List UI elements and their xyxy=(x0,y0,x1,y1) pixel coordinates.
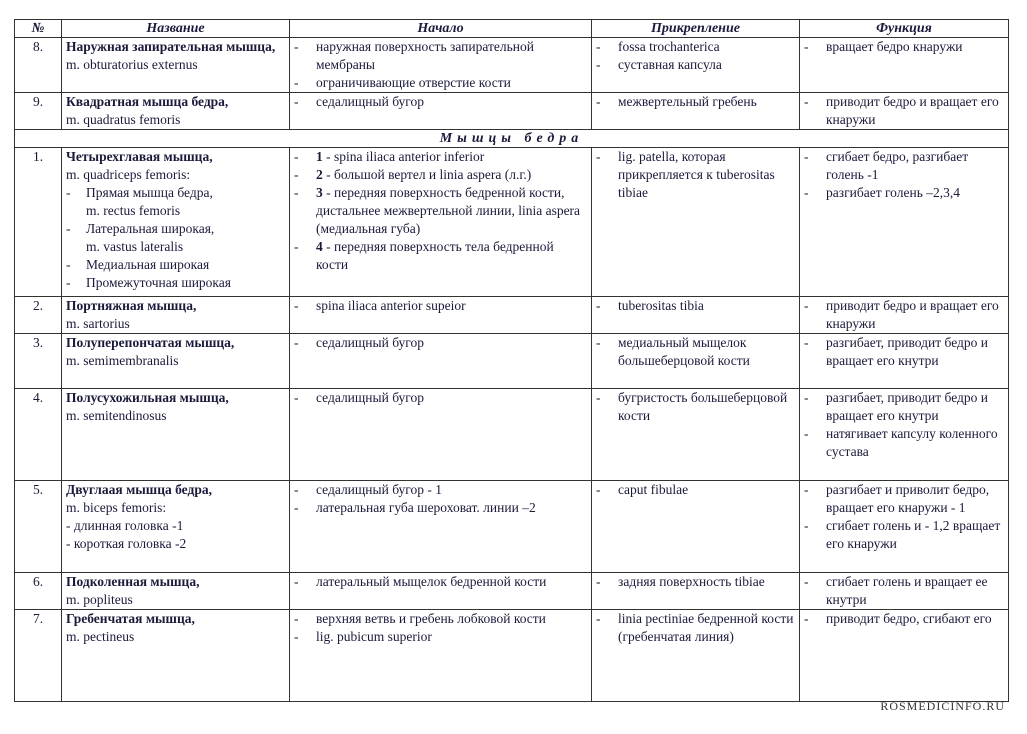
insertion-cell xyxy=(592,610,800,702)
table-row xyxy=(15,389,1009,481)
insertion-item xyxy=(596,389,795,425)
function-cell xyxy=(800,38,1009,93)
head-text xyxy=(86,184,213,220)
row-number: 1. xyxy=(15,148,62,297)
muscle-name: Гребенчатая мышца, xyxy=(66,611,195,626)
item-text: натягивает капсулу коленного сустава xyxy=(826,426,998,459)
item-text: spina iliaca anterior supeior xyxy=(316,298,466,313)
latin-name: m. quadriceps femoris: xyxy=(66,167,191,182)
item-text: латеральная губа шероховат. линии –2 xyxy=(316,500,536,515)
dash-marker: - xyxy=(66,185,71,200)
head-number: 2 xyxy=(316,167,323,182)
watermark: ROSMEDICINFO.RU xyxy=(880,699,1005,713)
muscle-name-cell xyxy=(62,481,290,573)
latin-name: m. popliteus xyxy=(66,592,133,607)
origin-item xyxy=(294,628,587,646)
muscle-name: Портняжная мышца, xyxy=(66,298,197,313)
insertion-cell xyxy=(592,148,800,297)
muscle-name-cell xyxy=(62,389,290,481)
item-text: сгибает голень и вращает ее кнутри xyxy=(826,574,988,607)
function-cell xyxy=(800,148,1009,297)
dash-marker: - xyxy=(294,611,299,626)
row-number: 2. xyxy=(15,297,62,334)
dash-marker: - xyxy=(804,335,809,350)
head-item xyxy=(66,274,285,292)
function-item xyxy=(804,38,1004,56)
dash-marker: - xyxy=(596,611,601,626)
function-cell xyxy=(800,297,1009,334)
dash-marker: - xyxy=(804,94,809,109)
dash-marker: - xyxy=(294,94,299,109)
head-item xyxy=(66,184,285,220)
insertion-item xyxy=(596,38,795,56)
dash-marker: - xyxy=(294,482,299,497)
dash-marker: - xyxy=(596,335,601,350)
dash-marker: - xyxy=(596,390,601,405)
head-name: Медиальная широкая xyxy=(86,257,210,272)
header-num: № xyxy=(15,20,62,38)
function-item xyxy=(804,573,1004,609)
insertion-item xyxy=(596,297,795,315)
insertion-item xyxy=(596,610,795,646)
latin-name: - короткая головка -2 xyxy=(66,536,187,551)
rows-after xyxy=(15,148,1009,702)
dash-marker: - xyxy=(804,482,809,497)
origin-cell xyxy=(290,38,592,93)
dash-marker: - xyxy=(804,298,809,313)
head-name: Промежуточная широкая xyxy=(86,275,231,290)
function-cell xyxy=(800,93,1009,130)
origin-text xyxy=(316,238,587,274)
item-text: сгибает бедро, разгибает голень -1 xyxy=(826,149,969,182)
insertion-cell xyxy=(592,481,800,573)
function-item xyxy=(804,517,1004,553)
origin-desc: - spina iliaca anterior inferior xyxy=(322,149,485,164)
muscle-name-cell xyxy=(62,610,290,702)
origin-item xyxy=(294,238,587,274)
table-row xyxy=(15,573,1009,610)
row-number: 7. xyxy=(15,610,62,702)
item-text: медиальный мыщелок большеберцовой кости xyxy=(618,335,750,368)
latin-name: m. quadratus femoris xyxy=(66,112,181,127)
item-text: седалищный бугор xyxy=(316,390,425,405)
dash-marker: - xyxy=(596,149,601,164)
latin-name: m. semitendinosus xyxy=(66,408,167,423)
dash-marker: - xyxy=(804,390,809,405)
dash-marker: - xyxy=(804,611,809,626)
item-text: linia pectiniae бедренной кости (гребенчатая линия) xyxy=(618,611,794,644)
origin-item xyxy=(294,297,587,315)
function-item xyxy=(804,184,1004,202)
row-number: 5. xyxy=(15,481,62,573)
header-row xyxy=(15,20,1009,38)
latin-name: m. pectineus xyxy=(66,629,135,644)
origin-item xyxy=(294,148,587,166)
item-text: lig. patella, которая прикрепляется к tuberositas tibiae xyxy=(618,149,775,200)
origin-item xyxy=(294,499,587,517)
dash-marker: - xyxy=(804,149,809,164)
muscle-name: Полусухожильная мышца, xyxy=(66,390,229,405)
muscle-name-cell xyxy=(62,148,290,297)
dash-marker: - xyxy=(804,518,809,533)
dash-marker: - xyxy=(294,239,299,254)
dash-marker: - xyxy=(596,39,601,54)
dash-marker: - xyxy=(294,574,299,589)
dash-marker: - xyxy=(294,390,299,405)
function-cell xyxy=(800,334,1009,389)
row-number: 3. xyxy=(15,334,62,389)
muscle-name-cell xyxy=(62,573,290,610)
insertion-cell xyxy=(592,297,800,334)
insertion-cell xyxy=(592,389,800,481)
muscle-name: Наружная запирательная мышца, xyxy=(66,39,276,54)
muscle-name: Четырехглавая мышца, xyxy=(66,149,213,164)
function-item xyxy=(804,297,1004,333)
origin-item xyxy=(294,74,587,92)
head-number: 3 xyxy=(316,185,323,200)
row-number: 6. xyxy=(15,573,62,610)
muscle-table xyxy=(14,19,1009,702)
origin-text xyxy=(316,166,587,184)
item-text: caput fibulae xyxy=(618,482,689,497)
muscle-name: Полуперепончатая мышца, xyxy=(66,335,235,350)
origin-text xyxy=(316,148,587,166)
function-cell xyxy=(800,610,1009,702)
insertion-cell xyxy=(592,573,800,610)
head-number: 4 xyxy=(316,239,323,254)
function-cell xyxy=(800,481,1009,573)
section-row xyxy=(15,130,1009,148)
origin-desc: - передняя поверхность тела бедренной кости xyxy=(316,239,554,272)
item-text: сгибает голень и - 1,2 вращает его кнаружи xyxy=(826,518,1001,551)
item-text: латеральный мыщелок бедренной кости xyxy=(316,574,547,589)
head-latin: m. rectus femoris xyxy=(86,203,181,218)
item-text: бугристость большеберцовой кости xyxy=(618,390,788,423)
dash-marker: - xyxy=(294,149,299,164)
insertion-cell xyxy=(592,93,800,130)
item-text: fossa trochanterica xyxy=(618,39,720,54)
dash-marker: - xyxy=(596,94,601,109)
table-row xyxy=(15,38,1009,93)
item-text: приводит бедро и вращает его кнаружи xyxy=(826,94,999,127)
origin-cell xyxy=(290,297,592,334)
head-number: 1 xyxy=(316,149,323,164)
head-latin: m. vastus lateralis xyxy=(86,239,184,254)
table-row xyxy=(15,148,1009,297)
item-text: вращает бедро кнаружи xyxy=(826,39,963,54)
head-name: Прямая мышца бедра, xyxy=(86,185,213,200)
dash-marker: - xyxy=(294,298,299,313)
muscle-name: Двуглаая мышца бедра, xyxy=(66,482,212,497)
header-name: Название xyxy=(62,20,290,38)
dash-marker: - xyxy=(294,167,299,182)
insertion-item xyxy=(596,93,795,111)
muscle-name: Квадратная мышца бедра, xyxy=(66,94,229,109)
dash-marker: - xyxy=(294,39,299,54)
latin-name: m. obturatorius externus xyxy=(66,57,198,72)
table-row xyxy=(15,481,1009,573)
item-text: суставная капсула xyxy=(618,57,722,72)
item-text: приводит бедро, сгибают его xyxy=(826,611,992,626)
latin-name: - длинная головка -1 xyxy=(66,518,184,533)
item-text: седалищный бугор xyxy=(316,94,425,109)
dash-marker: - xyxy=(294,185,299,200)
function-cell xyxy=(800,573,1009,610)
dash-marker: - xyxy=(66,257,71,272)
function-item xyxy=(804,334,1004,370)
insertion-cell xyxy=(592,334,800,389)
header-function: Функция xyxy=(800,20,1009,38)
origin-text xyxy=(316,184,587,238)
function-item xyxy=(804,148,1004,184)
dash-marker: - xyxy=(804,185,809,200)
item-text: приводит бедро и вращает его кнаружи xyxy=(826,298,999,331)
dash-marker: - xyxy=(66,221,71,236)
dash-marker: - xyxy=(804,426,809,441)
origin-cell xyxy=(290,573,592,610)
head-name: Латеральная широкая, xyxy=(86,221,215,236)
origin-item xyxy=(294,93,587,111)
muscle-name-cell xyxy=(62,93,290,130)
origin-item xyxy=(294,481,587,499)
muscle-name-cell xyxy=(62,334,290,389)
item-text: верхняя ветвь и гребень лобковой кости xyxy=(316,611,546,626)
insertion-item xyxy=(596,481,795,499)
function-item xyxy=(804,93,1004,129)
item-text: седалищный бугор - 1 xyxy=(316,482,443,497)
header-insertion: Прикрепление xyxy=(592,20,800,38)
insertion-item xyxy=(596,573,795,591)
origin-cell xyxy=(290,334,592,389)
item-text: разгибает, приводит бедро и вращает его кнутри xyxy=(826,390,989,423)
origin-cell xyxy=(290,610,592,702)
origin-item xyxy=(294,38,587,74)
item-text: наружная поверхность запирательной мембраны xyxy=(316,39,534,72)
muscle-name-cell xyxy=(62,38,290,93)
insertion-item xyxy=(596,148,795,202)
item-text: разгибает голень –2,3,4 xyxy=(826,185,960,200)
muscle-name-cell xyxy=(62,297,290,334)
item-text: lig. pubicum superior xyxy=(316,629,432,644)
dash-marker: - xyxy=(596,57,601,72)
function-item xyxy=(804,481,1004,517)
dash-marker: - xyxy=(804,39,809,54)
item-text: разгибает, приводит бедро и вращает его кнутри xyxy=(826,335,989,368)
dash-marker: - xyxy=(804,574,809,589)
origin-desc: - большой вертел и linia aspera (л.г.) xyxy=(322,167,532,182)
function-cell xyxy=(800,389,1009,481)
table-row xyxy=(15,297,1009,334)
muscle-name: Подколенная мышца, xyxy=(66,574,200,589)
dash-marker: - xyxy=(596,298,601,313)
dash-marker: - xyxy=(294,629,299,644)
origin-desc: - передняя поверхность бедренной кости, дистальнее межвертельной линии, linia aspera (медиальная губа) xyxy=(316,185,581,236)
head-item xyxy=(66,220,285,256)
dash-marker: - xyxy=(596,482,601,497)
item-text: межвертельный гребень xyxy=(618,94,757,109)
origin-cell xyxy=(290,389,592,481)
dash-marker: - xyxy=(66,275,71,290)
dash-marker: - xyxy=(294,500,299,515)
origin-cell xyxy=(290,93,592,130)
function-item xyxy=(804,425,1004,461)
origin-cell xyxy=(290,481,592,573)
insertion-cell xyxy=(592,38,800,93)
origin-cell xyxy=(290,148,592,297)
header-origin: Начало xyxy=(290,20,592,38)
item-text: tuberositas tibia xyxy=(618,298,704,313)
latin-name: m. biceps femoris: xyxy=(66,500,167,515)
insertion-item xyxy=(596,334,795,370)
insertion-item xyxy=(596,56,795,74)
head-item xyxy=(66,256,285,274)
origin-item xyxy=(294,573,587,591)
rows-before xyxy=(15,38,1009,130)
dash-marker: - xyxy=(596,574,601,589)
row-number: 8. xyxy=(15,38,62,93)
table-row xyxy=(15,610,1009,702)
item-text: задняя поверхность tibiae xyxy=(618,574,765,589)
item-text: ограничивающие отверстие кости xyxy=(316,75,511,90)
section-title: Мышцы бедра xyxy=(15,130,1009,148)
row-number: 4. xyxy=(15,389,62,481)
origin-item xyxy=(294,610,587,628)
item-text: седалищный бугор xyxy=(316,335,425,350)
item-text: разгибает и приволит бедро, вращает его кнаружи - 1 xyxy=(826,482,990,515)
origin-item xyxy=(294,184,587,238)
latin-name: m. semimembranalis xyxy=(66,353,179,368)
dash-marker: - xyxy=(294,335,299,350)
head-text xyxy=(86,256,209,274)
function-item xyxy=(804,389,1004,425)
dash-marker: - xyxy=(294,75,299,90)
origin-item xyxy=(294,389,587,407)
function-item xyxy=(804,610,1004,628)
origin-item xyxy=(294,334,587,352)
table-row xyxy=(15,334,1009,389)
row-number: 9. xyxy=(15,93,62,130)
latin-name: m. sartorius xyxy=(66,316,130,331)
head-text xyxy=(86,220,214,256)
origin-item xyxy=(294,166,587,184)
table-row xyxy=(15,93,1009,130)
head-text xyxy=(86,274,231,292)
